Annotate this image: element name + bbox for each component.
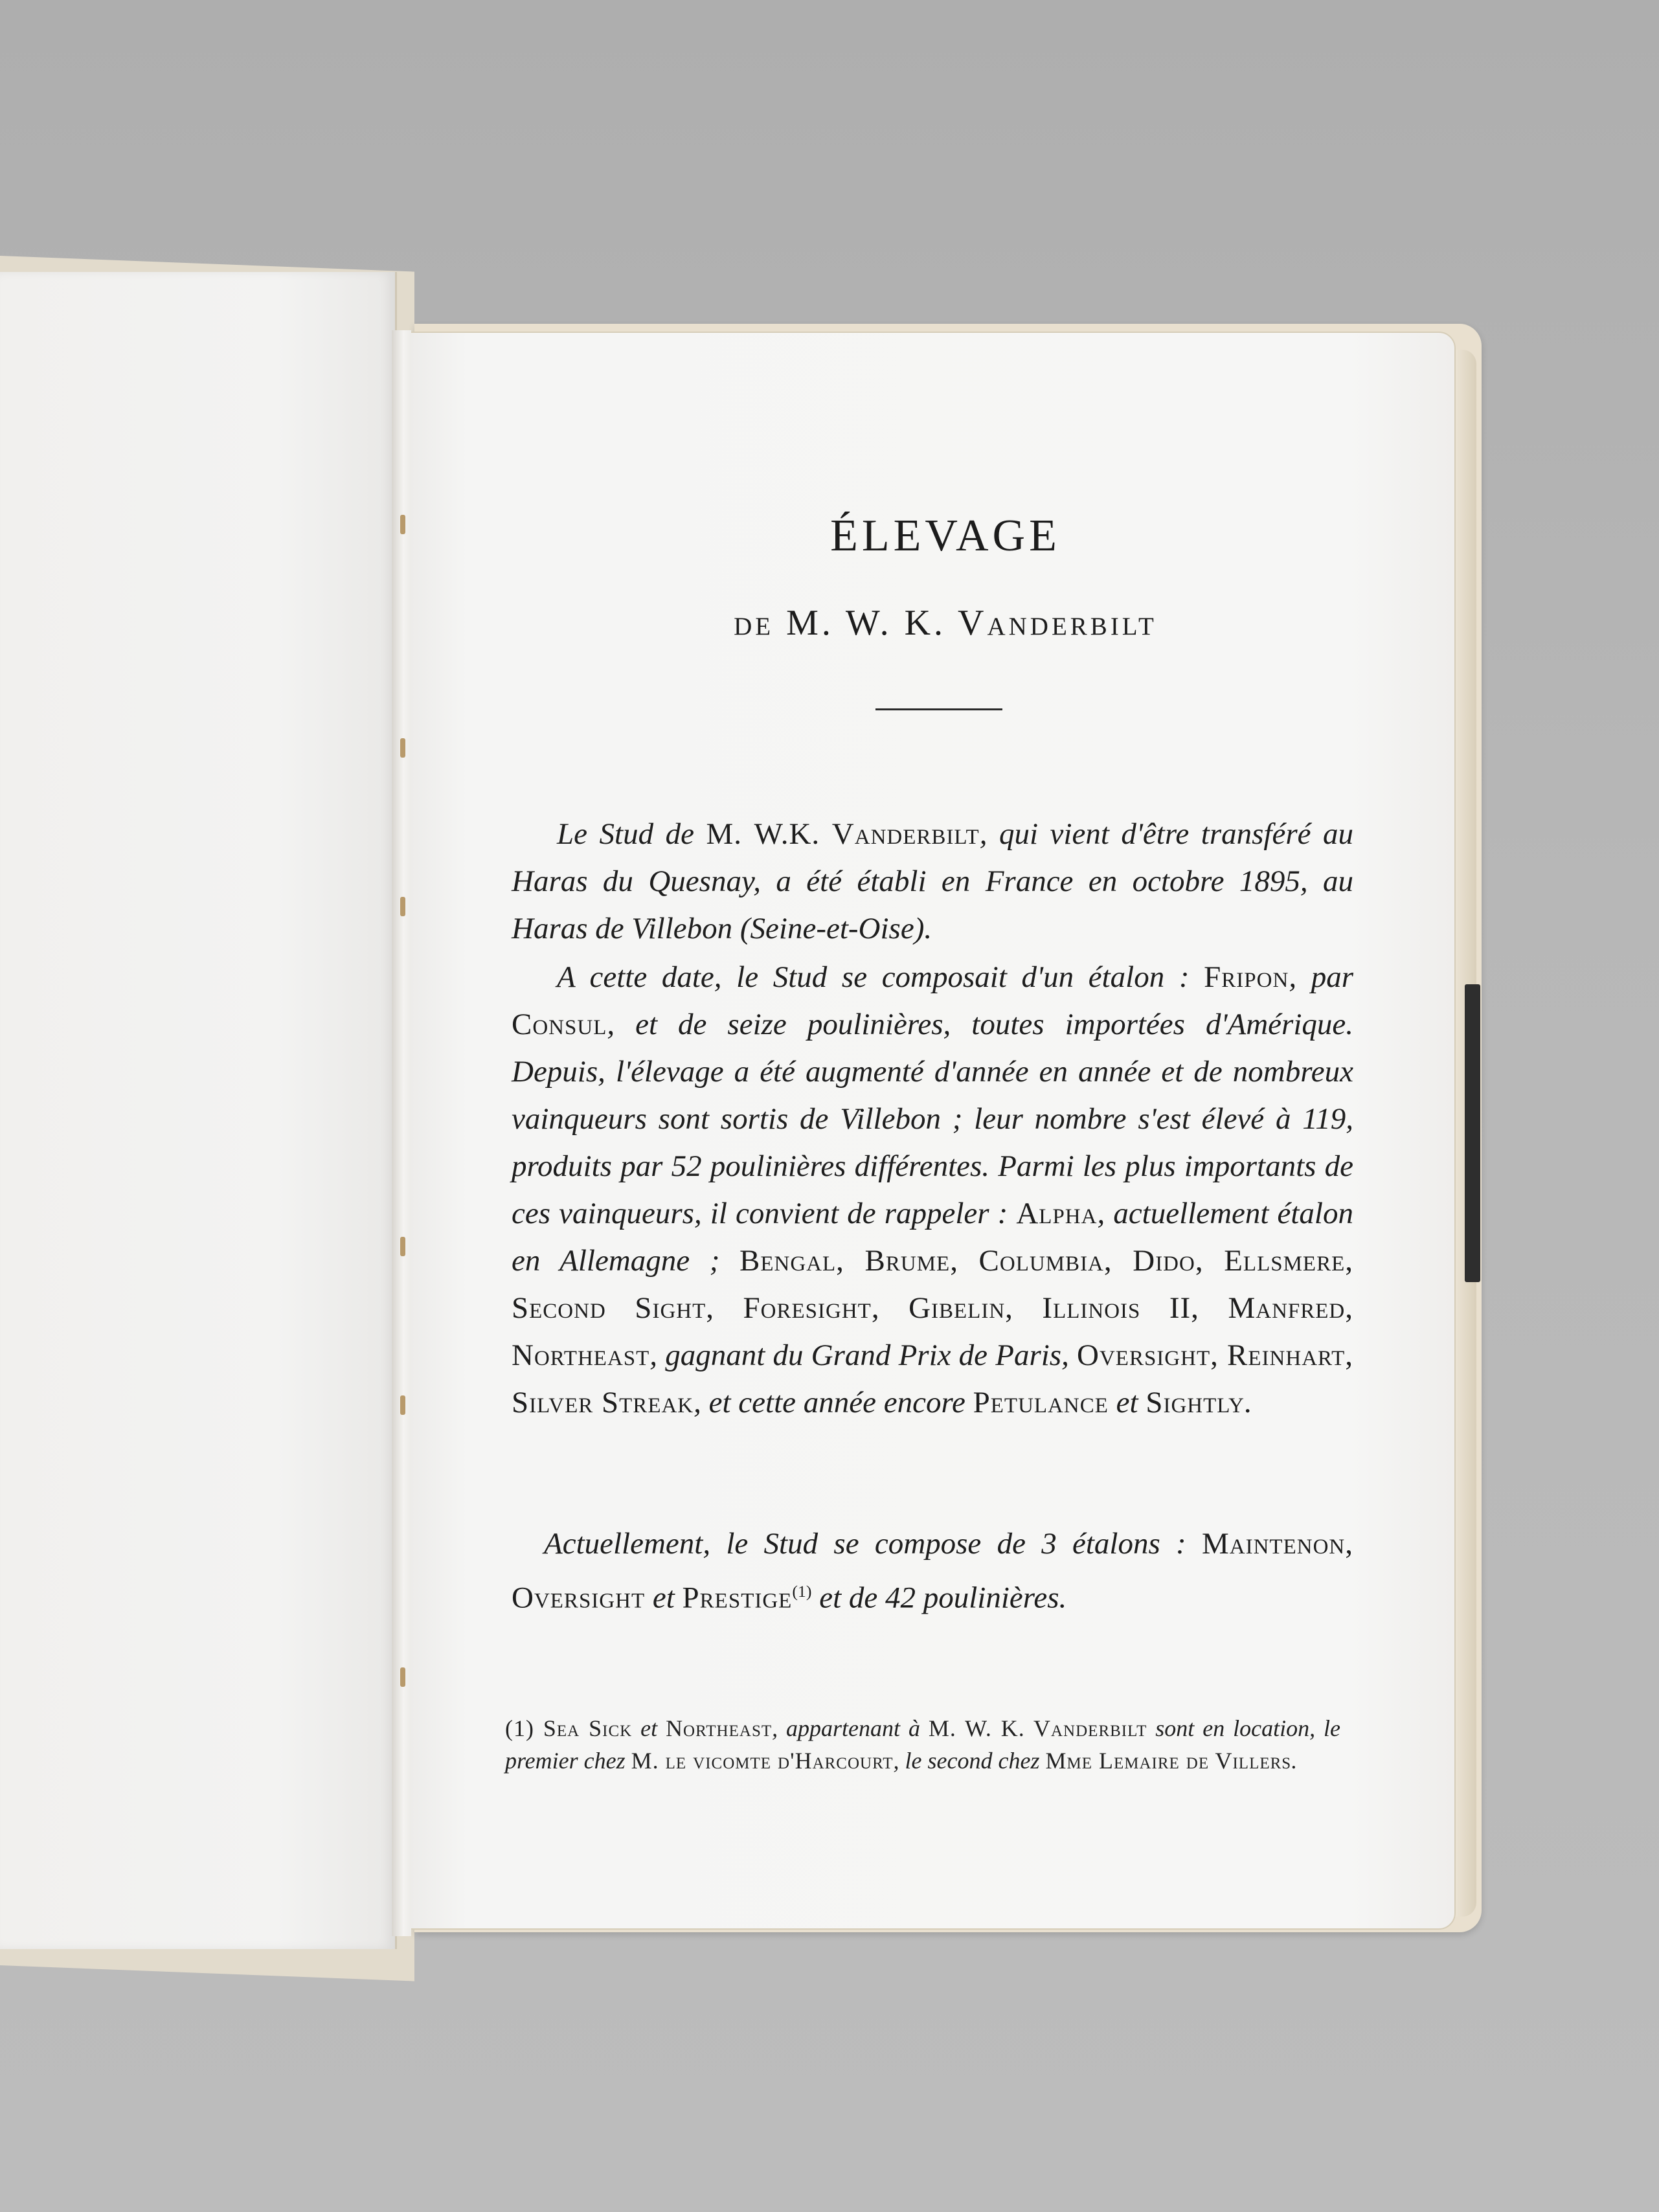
text-run: , appartenant à	[772, 1715, 929, 1741]
page-subtitle: de M. W. K. Vanderbilt	[734, 603, 1157, 643]
footnote-horse: Northeast	[666, 1715, 773, 1741]
title-rule	[875, 708, 1002, 710]
text-run: et	[645, 1581, 683, 1615]
horse-names: Maintenon, Oversight	[512, 1527, 1353, 1615]
text-run: sont en location, le premier chez	[505, 1715, 1340, 1774]
text-run: Actuellement, le Stud se compose de 3 étalons :	[544, 1527, 1202, 1561]
binding-stitch	[400, 1667, 405, 1687]
owner-name: M. W.K. Vanderbilt	[706, 817, 980, 851]
text-run: , le second chez	[893, 1748, 1046, 1774]
horse-name: Petulance	[973, 1386, 1109, 1419]
owner-name: M. W. K. Vanderbilt	[928, 1715, 1147, 1741]
text-run: Le Stud de	[557, 817, 706, 851]
text-run: et	[1108, 1386, 1146, 1419]
paragraph-3	[512, 1520, 1353, 1622]
binding-stitch	[400, 897, 405, 916]
binding-stitch	[400, 515, 405, 534]
text-run: , par	[1289, 960, 1353, 994]
bookmark-ribbon	[1465, 984, 1480, 1282]
horse-name: Sightly	[1146, 1386, 1245, 1419]
horse-name: Fripon	[1204, 960, 1289, 994]
paragraph-2	[512, 954, 1353, 1427]
horse-name: Consul	[512, 1008, 607, 1041]
text-run: et de 42 poulinières.	[811, 1581, 1067, 1615]
horse-name: Alpha	[1016, 1197, 1098, 1230]
text-run: , et de seize poulinières, toutes importées d'Amérique. Depuis, l'élevage a été augmenté d'année en année et de nombreux vainqueurs sont sortis de Villebon ; leur nombre s'est élevé à 119, produits par 52 poulinières différentes. Parmi les plus importants de ces vainqueurs, il convient de rappeler :	[512, 1008, 1353, 1230]
paragraph-1	[512, 811, 1353, 953]
book-gutter	[392, 330, 411, 1936]
horse-name: Prestige	[682, 1581, 793, 1615]
footnote-horse: (1) Sea Sick	[505, 1715, 633, 1741]
text-run: , gagnant du Grand Prix de Paris,	[649, 1338, 1078, 1372]
footnote-marker: (1)	[792, 1582, 812, 1601]
binding-stitch	[400, 1237, 405, 1256]
footnote	[505, 1712, 1340, 1777]
horse-names: Oversight, Reinhart, Silver Streak	[512, 1338, 1353, 1419]
text-run: .	[1244, 1386, 1252, 1419]
binding-stitch	[400, 1395, 405, 1415]
text-run: et	[632, 1715, 666, 1741]
left-blank-page	[0, 272, 397, 1949]
text-run: A cette date, le Stud se composait d'un étalon :	[557, 960, 1204, 994]
text-run: , actuellement étalon en Allemagne ;	[512, 1197, 1353, 1278]
horse-names: Bengal, Brume, Columbia, Dido, Ellsmere, Second Sight, Foresight, Gibelin, Illinois II, Manfred, Northeast	[512, 1244, 1353, 1372]
text-run: , et cette année encore	[694, 1386, 973, 1419]
page-title: ÉLEVAGE	[830, 511, 1061, 561]
person-name: Mme Lemaire de Villers	[1045, 1748, 1292, 1774]
binding-stitch	[400, 738, 405, 758]
text-run: .	[1291, 1748, 1298, 1774]
person-name: M. le vicomte d'Harcourt	[631, 1748, 894, 1774]
text-run: , qui vient d'être transféré au Haras du Quesnay, a été établi en France en octobre 1895, au Haras de Villebon (Seine-et-Oise).	[512, 817, 1353, 945]
